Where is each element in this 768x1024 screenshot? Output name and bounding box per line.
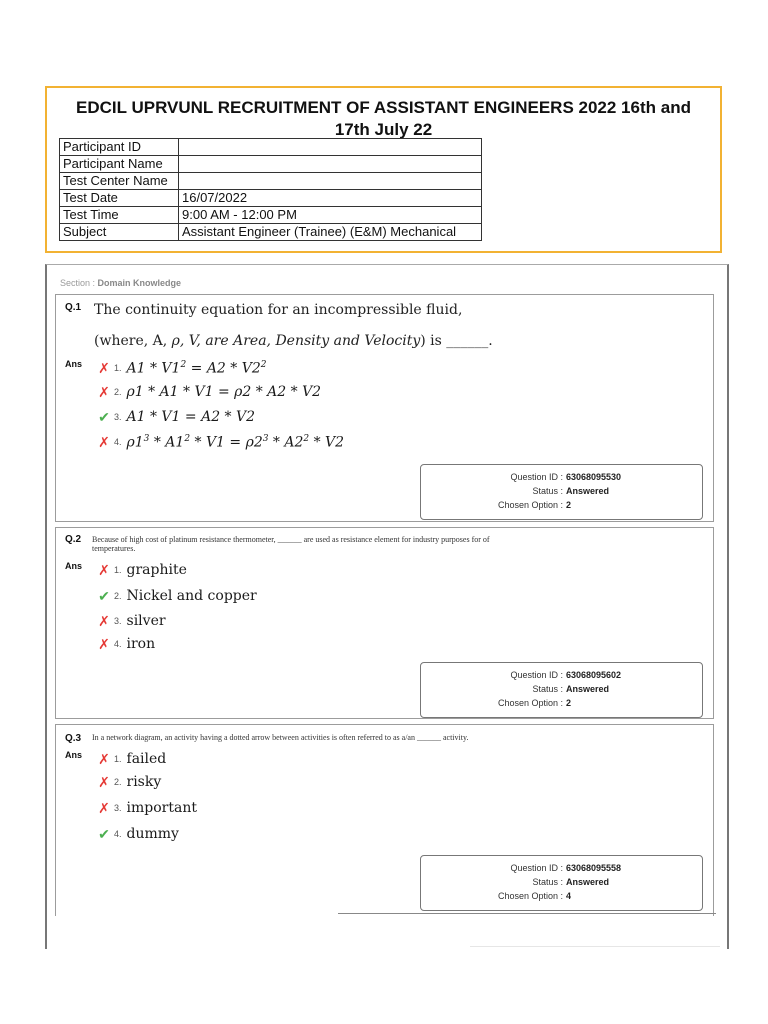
ans-label: Ans (65, 750, 83, 760)
option-text: $A1 * V1^2 = A2 * V2^2$ (126, 359, 267, 377)
cross-icon: ✗ (98, 750, 110, 767)
chosen-option: 4 (566, 891, 572, 901)
question-text-line2: (where, A, ρ, V, are Area, Density and Velocity) is ______. (94, 333, 493, 349)
question-text: The continuity equation for an incompressible fluid, (94, 302, 463, 318)
info-value: Assistant Engineer (Trainee) (E&M) Mechanical (179, 224, 482, 241)
info-row (60, 173, 482, 190)
info-value (179, 139, 482, 156)
info-value (179, 156, 482, 173)
divider (338, 913, 716, 914)
question-number: Q.3 (65, 733, 82, 744)
option-1: ✗ 1. graphite (98, 561, 187, 578)
info-label: Test Date (60, 190, 179, 207)
option-4: ✗ 4. iron (98, 635, 156, 652)
question-number: Q.2 (65, 534, 82, 545)
info-label: Test Time (60, 207, 179, 224)
exam-title: EDCIL UPRVUNL RECRUITMENT OF ASSISTANT ENGINEERS 2022 16th and 17th July 22 (76, 98, 691, 139)
check-icon: ✔ (98, 825, 110, 842)
option-2: ✗ 2. risky (98, 773, 162, 790)
section-label: Section : Domain Knowledge (60, 278, 182, 288)
option-1: ✗ 1. failed (98, 750, 167, 767)
option-4: ✗ 4. $\rho 1^3 * A1^2 * V1 = \rho 2^3 * A2^2 * V2$ (98, 433, 345, 451)
option-text: dummy (126, 826, 179, 842)
ans-label: Ans (65, 561, 83, 571)
chosen-option: 2 (566, 500, 572, 510)
chosen-option: 2 (566, 698, 572, 708)
cross-icon: ✗ (98, 635, 110, 652)
question-id: 63068095558 (566, 863, 622, 873)
question-card-3 (55, 724, 714, 916)
question-id: 63068095530 (566, 472, 622, 482)
ans-label: Ans (65, 359, 83, 369)
question-text: In a network diagram, an activity having a dotted arrow between activities is often referred to as a/an ______ activity. (92, 733, 469, 742)
info-value: 9:00 AM - 12:00 PM (179, 207, 482, 224)
option-text: A1 * V1 = A2 * V2 (126, 409, 256, 425)
info-row (60, 207, 482, 224)
info-label: Participant ID (60, 139, 179, 156)
question-info-box: Question ID : 63068095530 Status : Answered Chosen Option : 2 (420, 464, 703, 520)
question-card-1 (55, 294, 714, 522)
question-card-2 (55, 527, 714, 719)
cross-icon: ✗ (98, 561, 110, 578)
option-2: ✗ 2. ρ1 * A1 * V1 = ρ2 * A2 * V2 (98, 383, 322, 400)
info-label: Test Center Name (60, 173, 179, 190)
check-icon: ✔ (98, 587, 110, 604)
cross-icon: ✗ (98, 612, 110, 629)
cross-icon: ✗ (98, 359, 110, 376)
option-1: ✗ 1. $A1 * V1^2 = A2 * V2^2$ (98, 359, 267, 377)
info-row (60, 224, 482, 241)
cross-icon: ✗ (98, 799, 110, 816)
info-label: Participant Name (60, 156, 179, 173)
question-id: 63068095602 (566, 670, 622, 680)
question-number: Q.1 (65, 302, 82, 313)
cross-icon: ✗ (98, 383, 110, 400)
info-value (179, 173, 482, 190)
option-text: graphite (126, 562, 187, 578)
status: Answered (566, 877, 610, 887)
option-3: ✔ 3. A1 * V1 = A2 * V2 (98, 408, 256, 425)
option-text: $\rho 1^3 * A1^2 * V1 = \rho 2^3 * A2^2 * V2$ (126, 433, 345, 451)
info-value: 16/07/2022 (179, 190, 482, 207)
divider (470, 946, 720, 947)
option-3: ✗ 3. silver (98, 612, 166, 629)
info-row (60, 190, 482, 207)
cross-icon: ✗ (98, 433, 110, 450)
option-2: ✔ 2. Nickel and copper (98, 587, 257, 604)
participant-info-table (59, 138, 482, 241)
check-icon: ✔ (98, 408, 110, 425)
option-text: silver (126, 613, 166, 629)
question-info-box: Question ID : 63068095602 Status : Answered Chosen Option : 2 (420, 662, 703, 718)
exam-header (45, 86, 722, 253)
option-text: failed (126, 751, 167, 767)
option-text: risky (126, 774, 162, 790)
status: Answered (566, 684, 610, 694)
option-text: important (126, 800, 197, 816)
cross-icon: ✗ (98, 773, 110, 790)
info-row (60, 156, 482, 173)
option-text: iron (126, 636, 156, 652)
option-3: ✗ 3. important (98, 799, 197, 816)
question-info-box: Question ID : 63068095558 Status : Answered Chosen Option : 4 (420, 855, 703, 911)
option-text: Nickel and copper (126, 588, 257, 604)
option-text: ρ1 * A1 * V1 = ρ2 * A2 * V2 (126, 384, 322, 400)
section-name: Domain Knowledge (97, 278, 182, 288)
option-4: ✔ 4. dummy (98, 825, 179, 842)
question-text: Because of high cost of platinum resistance thermometer, ______ are used as resistance element for industry purposes for of temperatures. (92, 535, 490, 553)
status: Answered (566, 486, 610, 496)
info-label: Subject (60, 224, 179, 241)
info-row (60, 139, 482, 156)
